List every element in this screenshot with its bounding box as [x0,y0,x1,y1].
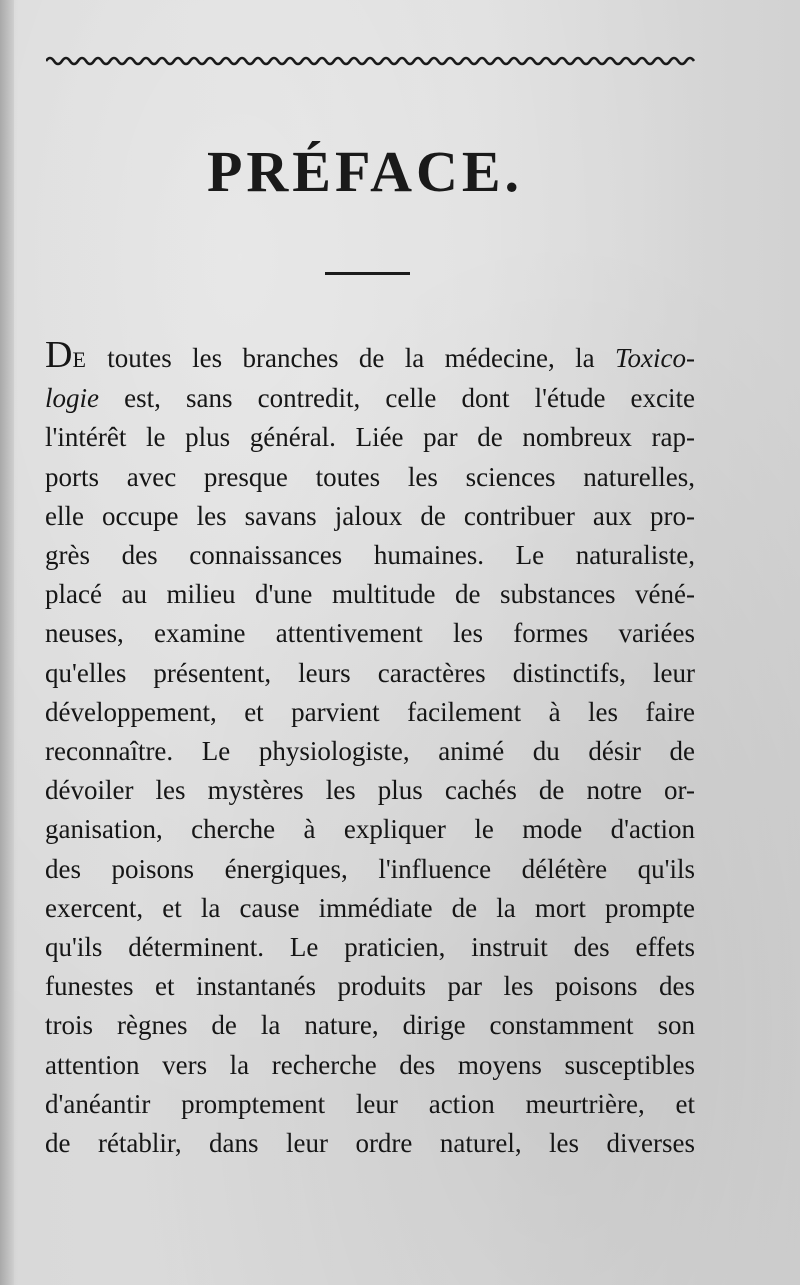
ornamental-rule [46,52,696,70]
text-line: d'anéantir promptement leur action meurtrière, et [45,1088,695,1119]
italic-word: logie [45,383,99,414]
text-line: elle occupe les savans jaloux de contribuer aux pro- [45,500,695,531]
title-underline [325,272,410,275]
line-text: toutes les branches de la médecine, la [107,343,615,373]
text-line: l'intérêt le plus général. Liée par de nombreux rap- [45,422,695,453]
text-line: exercent, et la cause immédiate de la mort prompte [45,892,695,923]
drop-cap: D [45,334,73,376]
text-line: ports avec presque toutes les sciences naturelles, [45,461,695,492]
text-line: de rétablir, dans leur ordre naturel, les diverses [45,1128,695,1159]
text-line: qu'ils déterminent. Le praticien, instruit des effets [45,932,695,963]
drop-cap-rest: E [72,347,87,372]
text-line [45,379,695,418]
text-line: ganisation, cherche à expliquer le mode d'action [45,814,695,845]
text-line: trois règnes de la nature, dirige constamment son [45,1010,695,1041]
text-line: grès des connaissances humaines. Le naturaliste, [45,540,695,571]
text-line: attention vers la recherche des moyens susceptibles [45,1049,695,1080]
italic-word: Toxico- [615,343,695,373]
text-line: funestes et instantanés produits par les poisons des [45,971,695,1002]
text-line: qu'elles présentent, leurs caractères distinctifs, leur [45,657,695,688]
text-line: dévoiler les mystères les plus cachés de notre or- [45,775,695,806]
text-line: neuses, examine attentivement les formes variées [45,618,695,649]
text-line: reconnaître. Le physiologiste, animé du désir de [45,736,695,767]
text-line: développement, et parvient facilement à les faire [45,696,695,727]
line-text: est, sans contredit, celle dont l'étude excite [99,383,695,414]
page-title: PRÉFACE. [206,139,524,204]
text-line [45,336,695,379]
text-line: placé au milieu d'une multitude de substances véné- [45,579,695,610]
text-line: des poisons énergiques, l'influence délétère qu'ils [45,853,695,884]
preface-paragraph [45,336,695,1163]
